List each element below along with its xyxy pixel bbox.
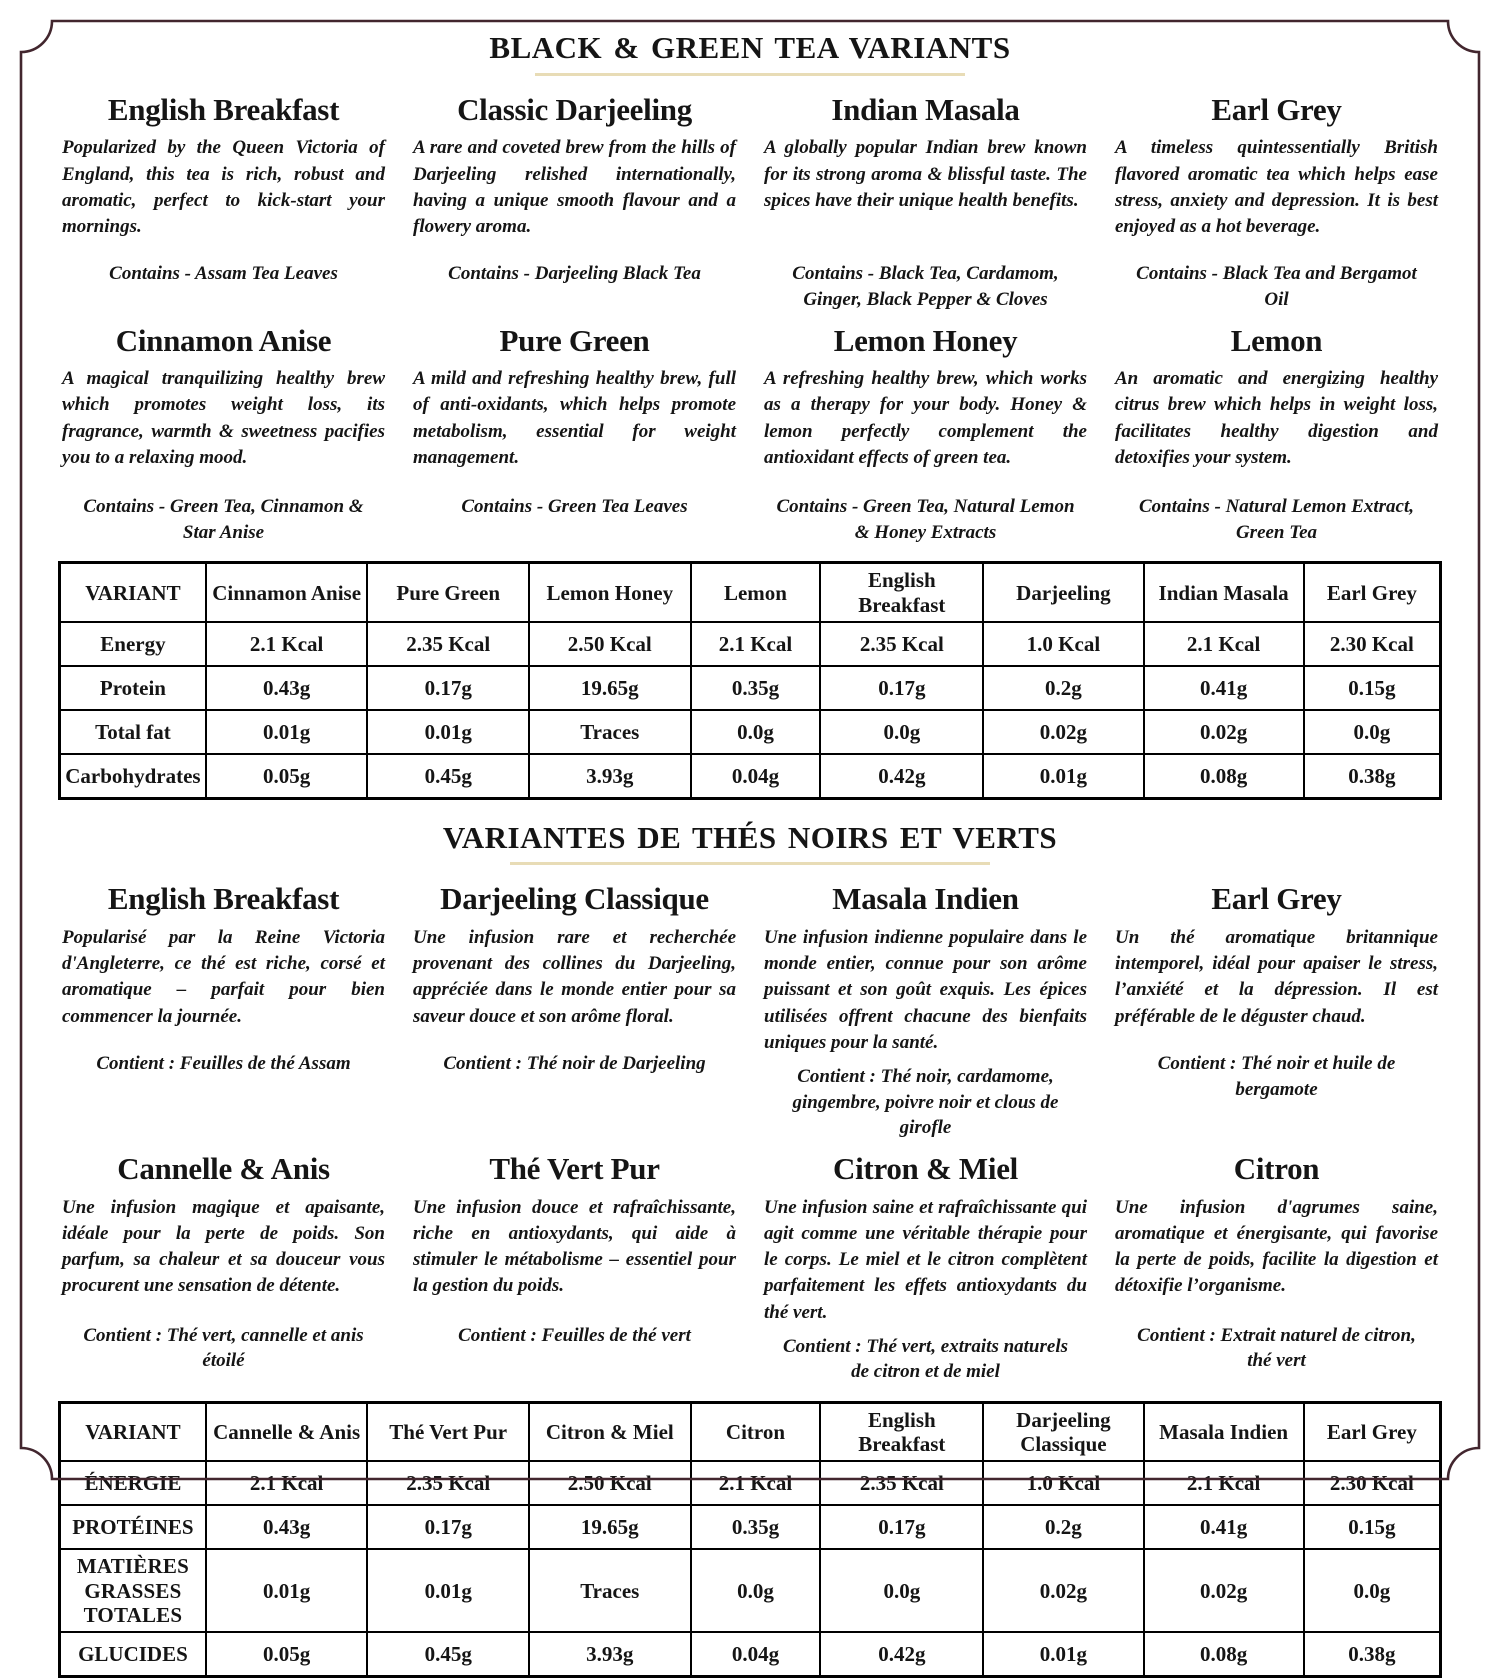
table-cell: 3.93g [529,754,691,799]
variant-contains: Contains - Green Tea, Cinnamon & Star Anise [83,496,364,543]
variant-contains: Contains - Green Tea Leaves [461,496,688,518]
variant-card-classic-darjeeling [413,92,736,313]
variant-title: Citron & Miel [833,1151,1018,1187]
variant-title: Pure Green [499,322,650,358]
table-cell: 0.08g [1144,754,1304,799]
table-row [60,622,1441,666]
table-cell: Traces [529,1549,691,1631]
variant-contains: Contient : Feuilles de thé Assam [96,1053,351,1075]
table-cell: 0.43g [206,1505,368,1549]
variant-description: A magical tranquilizing healthy brew which promotes weight loss, its fragrance, warmth & sweetness pacifies you to a relaxing mood. [62,368,385,468]
table-cell: 0.05g [206,1632,368,1677]
table-cell: 2.35 Kcal [820,622,983,666]
variant-description: Une infusion douce et rafraîchissante, riche en antioxydants, qui aide à stimuler le métabolisme – essentiel pour la gestion du poids. [413,1196,736,1297]
column-header: Masala Indien [1144,1403,1304,1462]
table-cell: 0.02g [983,1549,1143,1631]
variant-card-earl-grey-fr [1115,881,1438,1141]
table-cell: 0.04g [691,754,821,799]
column-header: English Breakfast [820,563,983,622]
column-header: Earl Grey [1304,1403,1441,1462]
table-cell: 1.0 Kcal [983,1461,1143,1505]
variant-contains: Contient : Thé noir, cardamome, gingembre, poivre noir et clous de girofle [792,1066,1059,1139]
column-header: Pure Green [367,563,529,622]
table-cell: 0.38g [1304,754,1441,799]
en-title-underline [535,73,965,76]
table-row [60,710,1441,754]
fr-cards-row-2 [0,1151,1500,1385]
table-row [60,754,1441,799]
table-cell: 19.65g [529,1505,691,1549]
en-section-title: BLACK & GREEN TEA VARIANTS [489,30,1011,65]
table-cell: 0.45g [367,1632,529,1677]
table-cell: 0.01g [367,1549,529,1631]
table-cell: 0.42g [820,754,983,799]
table-cell: 0.0g [1304,710,1441,754]
variant-description: Un thé aromatique britannique intemporel, idéal pour apaiser le stress, l’anxiété et la dépression. Il est préférable de le déguster chaud. [1115,927,1438,1027]
table-cell: 0.01g [206,710,368,754]
row-label: Total fat [60,710,206,754]
variant-title: English Breakfast [107,881,340,917]
variant-contains: Contains - Darjeeling Black Tea [448,263,701,285]
table-row [60,1549,1441,1631]
table-row [60,1461,1441,1505]
column-header: Cannelle & Anis [206,1403,368,1462]
variant-contains: Contains - Black Tea and Bergamot Oil [1136,263,1417,310]
variant-contains: Contains - Green Tea, Natural Lemon & Honey Extracts [776,496,1075,543]
table-cell: 0.35g [691,1505,821,1549]
table-cell: 2.35 Kcal [367,622,529,666]
table-cell: 0.41g [1144,666,1304,710]
variant-description: A globally popular Indian brew known for its strong aroma & blissful taste. The spices have their unique health benefits. [764,137,1087,211]
table-cell: 1.0 Kcal [983,622,1143,666]
fr-cards-row-1 [0,881,1500,1141]
variant-description: A mild and refreshing healthy brew, full of anti-oxidants, which helps promote metabolism, essential for weight management. [413,368,736,468]
variant-card-the-vert-pur [413,1151,736,1385]
table-cell: 0.01g [983,1632,1143,1677]
column-header: Earl Grey [1304,563,1441,622]
variant-card-cannelle-anis [62,1151,385,1385]
variant-description: Une infusion saine et rafraîchissante qui agit comme une véritable thérapie pour le corps. Le miel et le citron complètent parfaitement les effets antioxydants du thé vert. [764,1196,1087,1323]
row-label: PROTÉINES [60,1505,206,1549]
variant-title: Thé Vert Pur [489,1151,660,1187]
variant-card-masala-indien [764,881,1087,1141]
table-cell: 0.08g [1144,1632,1304,1677]
variant-title: Cannelle & Anis [117,1151,330,1187]
variant-card-lemon [1115,323,1438,546]
variant-title: Lemon [1230,322,1323,358]
variant-contains: Contient : Feuilles de thé vert [458,1324,691,1346]
variant-contains: Contient : Thé noir et huile de bergamote [1157,1053,1396,1100]
table-cell: 0.38g [1304,1632,1441,1677]
variant-description: A refreshing healthy brew, which works as a therapy for your body. Honey & lemon perfectly complement the antioxidant effects of green tea. [764,368,1087,468]
table-cell: 3.93g [529,1632,691,1677]
table-cell: 0.2g [983,666,1143,710]
table-cell: 0.01g [983,754,1143,799]
table-cell: 0.15g [1304,666,1441,710]
table-cell: 2.30 Kcal [1304,622,1441,666]
table-cell: 2.35 Kcal [367,1461,529,1505]
variant-title: Darjeeling Classique [440,881,709,917]
variant-card-lemon-honey [764,323,1087,546]
row-label: Carbohydrates [60,754,206,799]
table-cell: 0.05g [206,754,368,799]
variant-title: Masala Indien [832,881,1019,917]
variant-description: Une infusion rare et recherchée provenant des collines du Darjeeling, appréciée dans le monde entier pour sa saveur douce et son arôme floral. [413,927,736,1027]
table-cell: 2.1 Kcal [206,1461,368,1505]
row-label: MATIÈRES GRASSES TOTALES [60,1549,206,1631]
variant-card-indian-masala [764,92,1087,313]
column-header: Citron [691,1403,821,1462]
table-cell: 2.1 Kcal [1144,1461,1304,1505]
table-cell: 0.45g [367,754,529,799]
variant-card-cinnamon-anise [62,323,385,546]
variant-title: Lemon Honey [833,322,1018,358]
en-cards-row-1 [0,92,1500,313]
row-label: GLUCIDES [60,1632,206,1677]
table-cell: 0.0g [1304,1549,1441,1631]
variant-contains: Contient : Extrait naturel de citron, thé vert [1137,1324,1416,1372]
table-cell: 0.2g [983,1505,1143,1549]
table-cell: 0.0g [820,1549,983,1631]
table-cell: 0.15g [1304,1505,1441,1549]
table-cell: 0.17g [820,666,983,710]
table-cell: 0.04g [691,1632,821,1677]
variant-contains: Contains - Black Tea, Cardamom, Ginger, Black Pepper & Cloves [792,263,1059,310]
variant-contains: Contient : Thé vert, extraits naturels de citron et de miel [782,1335,1069,1383]
table-cell: 2.35 Kcal [820,1461,983,1505]
variant-contains: Contains - Natural Lemon Extract, Green Tea [1138,496,1415,543]
variant-title: Classic Darjeeling [457,91,692,127]
table-cell: 0.0g [820,710,983,754]
fr-section [0,820,1500,1678]
variant-description: Popularisé par la Reine Victoria d'Angleterre, ce thé est riche, corsé et aromatique – parfait pour bien commencer la journée. [62,927,385,1027]
table-cell: 0.01g [367,710,529,754]
table-cell: 0.41g [1144,1505,1304,1549]
table-cell: 0.0g [691,710,821,754]
table-cell: 2.30 Kcal [1304,1461,1441,1505]
variant-contains: Contient : Thé vert, cannelle et anis étoilé [83,1324,364,1372]
variant-description: Popularized by the Queen Victoria of England, this tea is rich, robust and aromatic, perfect to kick-start your mornings. [62,137,385,237]
column-header: English Breakfast [820,1403,983,1462]
table-cell: 2.1 Kcal [1144,622,1304,666]
variant-contains: Contient : Thé noir de Darjeeling [443,1053,706,1075]
variant-card-citron-miel [764,1151,1087,1385]
variant-title: English Breakfast [107,91,340,127]
column-header: Citron & Miel [529,1403,691,1462]
table-row [60,1632,1441,1677]
table-cell: 0.0g [691,1549,821,1631]
en-nutrition-table [58,561,1442,799]
variant-card-english-breakfast-fr [62,881,385,1141]
variant-description: Une infusion d'agrumes saine, aromatique et énergisante, qui favorise la perte de poids, facilite la digestion et détoxifie l’organisme. [1115,1196,1438,1297]
table-cell: 2.50 Kcal [529,622,691,666]
table-cell: 0.17g [367,666,529,710]
en-cards-row-2 [0,323,1500,546]
table-cell: 0.02g [1144,710,1304,754]
table-cell: 0.02g [983,710,1143,754]
fr-section-title: VARIANTES DE THÉS NOIRS ET VERTS [442,819,1058,855]
variant-description: Une infusion indienne populaire dans le monde entier, connue pour son arôme puissant et son goût exquis. Les épices utilisées offrent chacune des bienfaits uniques pour la santé. [764,927,1087,1053]
column-header: Lemon [691,563,821,622]
variant-contains: Contains - Assam Tea Leaves [109,263,338,285]
column-header: Thé Vert Pur [367,1403,529,1462]
fr-nutrition-table [58,1401,1442,1678]
table-cell: 2.1 Kcal [206,622,368,666]
table-cell: 0.17g [820,1505,983,1549]
variant-description: Une infusion magique et apaisante, idéale pour la perte de poids. Son parfum, sa chaleur et sa douceur vous procurent une sensation de détente. [62,1196,385,1297]
table-cell: 0.35g [691,666,821,710]
column-header: Lemon Honey [529,563,691,622]
variant-description: An aromatic and energizing healthy citrus brew which helps in weight loss, facilitates healthy digestion and detoxifies your system. [1115,368,1438,468]
variant-card-english-breakfast [62,92,385,313]
table-cell: 2.1 Kcal [691,1461,821,1505]
column-header: Darjeeling Classique [983,1403,1143,1462]
variant-title: Cinnamon Anise [115,322,332,358]
table-cell: 0.01g [206,1549,368,1631]
table-cell: Traces [529,710,691,754]
table-cell: 0.42g [820,1632,983,1677]
variant-card-earl-grey [1115,92,1438,313]
variant-title: Earl Grey [1211,91,1342,127]
variant-title: Citron [1233,1151,1320,1187]
table-cell: 0.02g [1144,1549,1304,1631]
column-header: Indian Masala [1144,563,1304,622]
column-header: VARIANT [60,1403,206,1462]
variant-description: A rare and coveted brew from the hills of Darjeeling relished internationally, having a unique smooth flavour and a flowery aroma. [413,137,736,237]
row-label: ÉNERGIE [60,1461,206,1505]
variant-card-pure-green [413,323,736,546]
table-cell: 0.17g [367,1505,529,1549]
column-header: VARIANT [60,563,206,622]
table-row [60,1505,1441,1549]
table-header-row [60,1403,1441,1462]
table-cell: 2.1 Kcal [691,622,821,666]
variant-description: A timeless quintessentially British flavored aromatic tea which helps ease stress, anxiety and depression. It is best enjoyed as a hot beverage. [1115,137,1438,237]
table-header-row [60,563,1441,622]
column-header: Darjeeling [983,563,1143,622]
table-cell: 2.50 Kcal [529,1461,691,1505]
variant-title: Indian Masala [831,91,1020,127]
variant-title: Earl Grey [1211,881,1342,917]
table-row [60,666,1441,710]
table-cell: 0.43g [206,666,368,710]
variant-card-darjeeling-classique [413,881,736,1141]
row-label: Protein [60,666,206,710]
column-header: Cinnamon Anise [206,563,368,622]
table-cell: 19.65g [529,666,691,710]
variant-card-citron [1115,1151,1438,1385]
row-label: Energy [60,622,206,666]
fr-title-underline [510,862,990,865]
